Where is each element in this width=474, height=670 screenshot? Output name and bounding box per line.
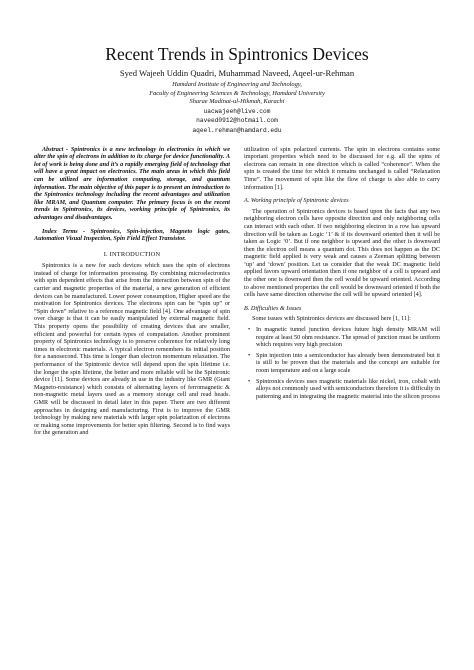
index-terms-lead: Index Terms - xyxy=(42,227,91,235)
affiliation-line-2: Faculty of Engineering Sciences & Technology, Hamdard University xyxy=(149,89,325,97)
bullet-icon: • xyxy=(248,377,251,385)
affiliation-line-3: Sharae Madinat-ul-Hikmah, Karachi xyxy=(189,98,285,106)
abstract-lead: Abstract - xyxy=(42,145,71,153)
email-1: uacwajeeh@live.com xyxy=(203,107,271,115)
issue-text: In magnetic tunnel junction devices future high density MRAM will require at least 50 ohm resistance. The spread of junction must be uniform which requires very high precision xyxy=(256,326,440,349)
difficulties-heading: B. Difficulties & Issues xyxy=(244,304,302,312)
left-column xyxy=(34,146,230,440)
issue-text: Spin injection into a semiconductor has already been demonstrated but it is still to be proven that the materials and the concept are suitable for room temperature and on a large scale xyxy=(256,351,440,374)
issue-text: Spintronics devices uses magnetic materials like nickel, iron, cobalt with alloys not commonly used with semiconductors therefore it is difficulty in patterning and in integrating the magnetic material into the silicon process xyxy=(256,377,440,400)
email-3: aqeel.rehman@hamdard.edu xyxy=(192,126,282,134)
issues-list xyxy=(244,326,440,400)
list-item xyxy=(248,351,440,375)
two-column-body xyxy=(34,146,440,440)
list-item xyxy=(248,377,440,401)
abstract-text: Spintronics is a new technology in electronics in which we alter the spin of electrons in addition to its charge for device functionality. A lot of work is being done and it’s a rapidly emerging field of technology that will have a great impact on electronics. The main areas in which this field can be utilized are information computing, storage, and quantum information. The main objective of this paper is to present an introduction to the Spintronics technology including the recent advantages and utilization like MRAM, and Quantum computer. The primary focus is on the recent trends in Spintronics, its devices, working principle of Spintronics, its advantages and disadvantages. xyxy=(34,145,230,221)
affiliation-line-1: Hamdard Institute of Engineering and Technology, xyxy=(172,81,302,88)
working-principle-text: The operation of Spintronics devices is based upon the facts that any two neighboring electron cells have opposite direction and only neighboring cells can interact with each other. If two neighboring electron in a row has upward direction will be taken as Logic ‘1’ & if its downward oriented then it will be taken as Logic ‘0’. But if one neighbor is upward and the other is downward then the electron cell means a quantum dot. This does not happen as the DC magnetic field applied is very weak and causes a Zeeman splitting between ‘up’ and ‘down’ position. Let us consider that the weak DC magnetic field applied favors upward orientation then if one neighbor of a cell is upward and the other one is downward then the cell would be upward oriented. According to above mentioned properties the cell would be downward oriented if both the cells have same direction otherwise the cell will be upward oriented [4]. xyxy=(244,207,440,299)
list-item xyxy=(248,326,440,349)
abstract-paragraph xyxy=(34,146,230,222)
email-2: naveed0912@hotmail.com xyxy=(196,117,278,125)
difficulties-intro: Some issues with Spintronics devices are discussed here [1, 11]: xyxy=(252,315,411,323)
introduction-text: Spintronics is a new for such devices which uses the spin of electrons instead of charge for information processing. By combining microelectronics with spin dependent effects that arise from the interaction between spin of the carrier and magnetic properties of the material, a new generation of efficient devices can be manufactured. Lower power consumption, Higher speed are the motivation for Spintronics devices. The electrons spin can be “spin up” or “Spin down” relative to a reference magnetic field [4]. One advantage of spin over charge is that it can be easily manipulated by external magnetic field. This property opens the possibility of creating devices that are smaller, efficient and powerful for certain types of computation. Another prominent property of Spintronics technology is to preserve coherence for relatively long times in electronic materials. A typical electron remembers its initial position for a nanosecond. This time is longer than electron momentum relaxation. The performance of the Spintronic device will depend upon the spin lifetime i.e. the longer the spin lifetime, the better and more reliable will be the Spintronic device [11]. Some devices are already in use in the industry like GMR (Giant Magneto-resistance) which consists of alternating layers of ferromagnetic & non-magnetic metal layers used as a memory storage cell and read heads. GMR will be discussed in detail later in this paper. There are two different approaches in designing and manufacturing. First is to improve the GMR technology by making new materials with larger spin polarization of electrons or making some improvements for better spin filtering. Second is to find ways for the generation and xyxy=(34,262,230,437)
index-terms-text: Spintronics, Spin-injection, Magneto logic gates, Automation Visual Inspection, Spin Field Effect Transistor. xyxy=(34,227,230,243)
right-column xyxy=(244,146,440,440)
introduction-continued: utilization of spin polarized currents. The spin in electrons contains some important properties which need to be discussed for e.g. all the spins of electrons can remain in one direction which is called “coherence”. When the spin is created the time for which it remains unchanged is called “Relaxation Time”. The movement of spin like the flow of charge is also able to carry information [1]. xyxy=(244,145,440,191)
working-principle-heading: A. Working principle of Spintronic devices xyxy=(244,197,349,205)
paper-title: Recent Trends in Spintronics Devices xyxy=(105,44,369,64)
paper-authors: Syed Wajeeh Uddin Quadri, Muhammad Naveed, Aqeel-ur-Rehman xyxy=(119,68,355,78)
bullet-icon: • xyxy=(248,351,251,359)
index-terms-paragraph xyxy=(34,228,230,243)
introduction-heading: I. INTRODUCTION xyxy=(103,250,161,258)
bullet-icon: • xyxy=(248,326,251,334)
